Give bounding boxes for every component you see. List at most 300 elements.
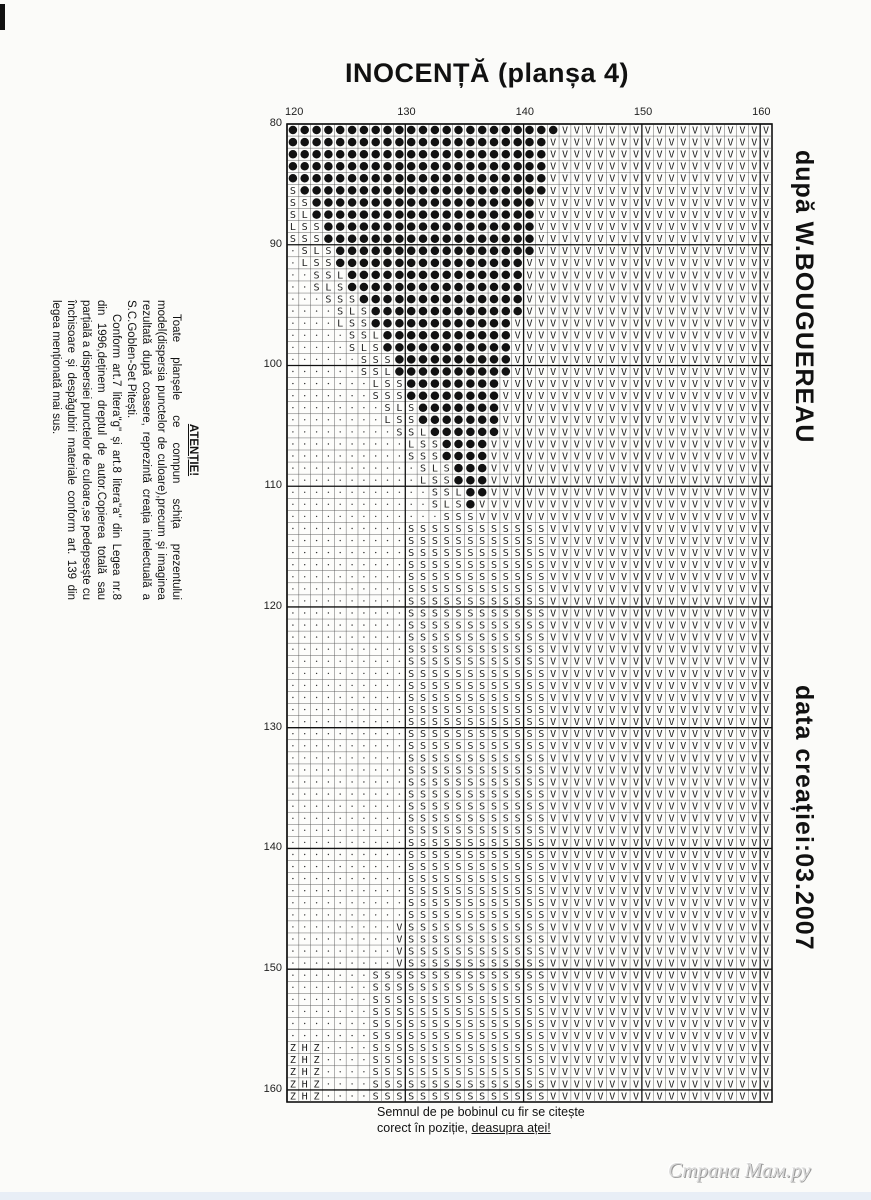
svg-text:V: V [621, 1079, 628, 1091]
svg-text:S: S [502, 1067, 509, 1079]
svg-text:V: V [668, 137, 675, 149]
svg-text:V: V [573, 620, 580, 632]
svg-text:S: S [502, 861, 509, 873]
svg-text:S: S [526, 584, 533, 596]
svg-text:S: S [479, 898, 486, 910]
svg-text:V: V [644, 741, 651, 753]
svg-text:V: V [538, 451, 545, 463]
svg-text:V: V [739, 366, 746, 378]
svg-text:S: S [538, 705, 545, 716]
svg-text:V: V [656, 475, 663, 487]
svg-text:V: V [585, 970, 592, 982]
svg-text:V: V [550, 366, 557, 378]
svg-text:V: V [715, 656, 722, 668]
svg-text:V: V [751, 1043, 758, 1054]
svg-text:V: V [550, 258, 557, 270]
svg-text:S: S [502, 934, 509, 946]
svg-text:V: V [692, 318, 699, 330]
svg-text:H: H [301, 1043, 308, 1054]
svg-text:V: V [739, 753, 746, 765]
svg-text:V: V [739, 391, 746, 402]
svg-text:V: V [561, 125, 569, 137]
svg-text:S: S [479, 1079, 486, 1091]
svg-text:V: V [751, 149, 758, 161]
svg-text:S: S [455, 1079, 462, 1091]
svg-text:V: V [715, 560, 722, 572]
svg-text:S: S [514, 1043, 521, 1054]
svg-text:V: V [763, 548, 770, 559]
svg-text:V: V [680, 270, 687, 282]
svg-text:V: V [644, 560, 651, 572]
svg-text:S: S [419, 1043, 427, 1054]
svg-text:V: V [680, 572, 687, 584]
svg-text:V: V [715, 705, 722, 716]
svg-text:S: S [372, 1079, 379, 1091]
svg-text:V: V [656, 1091, 663, 1103]
svg-text:V: V [692, 717, 699, 728]
svg-text:V: V [703, 608, 710, 620]
svg-text:V: V [656, 149, 663, 161]
svg-text:V: V [597, 535, 604, 547]
svg-text:V: V [763, 354, 770, 366]
svg-text:V: V [585, 415, 592, 427]
svg-text:V: V [680, 717, 687, 728]
svg-text:V: V [727, 717, 734, 728]
svg-text:S: S [431, 1067, 438, 1079]
svg-text:S: S [443, 994, 450, 1006]
svg-text:V: V [692, 185, 699, 197]
svg-text:V: V [751, 861, 758, 873]
svg-text:S: S [419, 861, 427, 873]
svg-text:V: V [573, 970, 580, 982]
svg-text:S: S [502, 994, 509, 1006]
svg-text:V: V [621, 898, 628, 910]
svg-text:V: V [621, 970, 628, 982]
svg-text:V: V [609, 910, 616, 922]
svg-text:V: V [703, 886, 710, 898]
svg-text:V: V [727, 753, 734, 765]
svg-text:V: V [632, 209, 640, 221]
svg-text:V: V [703, 753, 710, 765]
svg-text:V: V [597, 282, 604, 294]
svg-text:S: S [479, 825, 486, 837]
svg-text:S: S [408, 813, 415, 825]
svg-text:S: S [467, 946, 474, 958]
svg-text:V: V [609, 1067, 616, 1079]
svg-text:V: V [585, 487, 592, 499]
svg-text:V: V [550, 149, 557, 161]
svg-text:S: S [490, 548, 498, 559]
svg-text:V: V [680, 330, 687, 342]
svg-text:S: S [408, 644, 415, 656]
svg-text:V: V [739, 849, 746, 861]
svg-text:V: V [656, 161, 663, 173]
svg-text:V: V [680, 632, 687, 644]
svg-text:V: V [751, 318, 758, 330]
svg-text:V: V [561, 874, 569, 885]
svg-text:S: S [514, 994, 521, 1006]
svg-text:V: V [751, 258, 758, 270]
svg-text:V: V [739, 1091, 746, 1103]
svg-text:V: V [597, 801, 604, 813]
svg-text:S: S [431, 825, 438, 837]
svg-text:V: V [751, 487, 758, 499]
svg-text:V: V [715, 596, 722, 608]
svg-text:V: V [668, 584, 675, 596]
svg-text:V: V [632, 475, 640, 487]
svg-text:V: V [656, 234, 663, 246]
svg-text:S: S [538, 680, 545, 692]
svg-text:S: S [419, 994, 427, 1006]
svg-text:V: V [715, 934, 722, 946]
svg-text:V: V [656, 934, 663, 946]
svg-text:V: V [656, 584, 663, 596]
svg-text:V: V [668, 644, 675, 656]
svg-text:V: V [739, 222, 746, 233]
svg-text:S: S [538, 970, 545, 982]
svg-text:V: V [632, 403, 640, 415]
svg-text:V: V [644, 475, 651, 487]
svg-text:V: V [739, 958, 746, 970]
svg-text:V: V [763, 729, 770, 741]
svg-text:S: S [431, 753, 438, 765]
svg-text:V: V [703, 958, 710, 970]
svg-text:V: V [715, 173, 722, 185]
svg-text:V: V [692, 1043, 699, 1054]
svg-text:S: S [526, 632, 533, 644]
svg-text:V: V [502, 427, 509, 439]
svg-text:V: V [502, 391, 509, 402]
svg-text:V: V [632, 523, 640, 535]
svg-text:V: V [597, 149, 604, 161]
svg-text:V: V [644, 801, 651, 813]
svg-text:V: V [632, 765, 640, 777]
svg-text:S: S [538, 777, 545, 789]
svg-text:S: S [419, 523, 427, 535]
svg-text:V: V [727, 584, 734, 596]
svg-text:V: V [526, 391, 533, 402]
svg-text:V: V [550, 644, 557, 656]
svg-text:V: V [668, 668, 675, 680]
svg-text:S: S [431, 439, 438, 451]
svg-text:S: S [538, 560, 545, 572]
svg-text:L: L [349, 306, 356, 318]
svg-text:S: S [514, 922, 521, 934]
svg-text:V: V [656, 946, 663, 958]
svg-text:V: V [573, 1043, 580, 1054]
svg-text:S: S [490, 692, 498, 704]
svg-text:V: V [727, 330, 734, 342]
svg-text:V: V [763, 946, 770, 958]
svg-text:V: V [597, 958, 604, 970]
svg-text:V: V [621, 910, 628, 922]
svg-text:V: V [514, 354, 521, 366]
svg-text:V: V [573, 548, 580, 559]
svg-text:V: V [751, 596, 758, 608]
svg-text:S: S [419, 656, 427, 668]
svg-text:V: V [514, 511, 521, 523]
svg-text:S: S [408, 572, 415, 584]
svg-text:V: V [585, 209, 592, 221]
svg-text:V: V [621, 777, 628, 789]
creation-date-line: data creației:03.2007 [790, 685, 818, 951]
svg-text:V: V [573, 825, 580, 837]
svg-text:V: V [692, 608, 699, 620]
svg-text:V: V [632, 898, 640, 910]
svg-text:V: V [561, 294, 569, 306]
svg-text:V: V [621, 379, 628, 390]
svg-text:S: S [408, 765, 415, 777]
svg-text:V: V [763, 161, 770, 173]
svg-text:V: V [656, 644, 663, 656]
svg-text:V: V [692, 294, 699, 306]
svg-text:V: V [715, 1043, 722, 1054]
svg-text:V: V [703, 1079, 710, 1091]
svg-text:V: V [715, 584, 722, 596]
svg-text:V: V [526, 403, 533, 415]
svg-text:S: S [455, 705, 462, 716]
svg-text:S: S [538, 922, 545, 934]
svg-text:V: V [609, 379, 616, 390]
svg-text:V: V [609, 354, 616, 366]
svg-text:V: V [573, 898, 580, 910]
svg-text:V: V [632, 970, 640, 982]
svg-text:V: V [715, 1091, 722, 1103]
svg-text:V: V [715, 137, 722, 149]
svg-text:L: L [337, 270, 344, 282]
svg-text:V: V [727, 246, 734, 258]
svg-text:S: S [443, 644, 450, 656]
svg-text:S: S [538, 753, 545, 765]
svg-text:V: V [703, 656, 710, 668]
svg-text:V: V [561, 886, 569, 898]
svg-text:V: V [751, 222, 758, 233]
svg-text:S: S [431, 813, 438, 825]
svg-text:V: V [727, 910, 734, 922]
svg-text:V: V [715, 161, 722, 173]
svg-text:S: S [514, 523, 521, 535]
svg-text:V: V [739, 692, 746, 704]
svg-text:V: V [573, 644, 580, 656]
svg-text:V: V [621, 753, 628, 765]
svg-text:V: V [632, 741, 640, 753]
svg-text:V: V [668, 535, 675, 547]
svg-text:V: V [632, 306, 640, 318]
svg-text:V: V [703, 391, 710, 402]
svg-text:V: V [703, 837, 710, 849]
svg-text:S: S [467, 837, 474, 849]
svg-text:V: V [763, 1006, 770, 1018]
svg-text:V: V [656, 692, 663, 704]
svg-text:V: V [739, 197, 746, 209]
svg-text:V: V [644, 511, 651, 523]
svg-text:V: V [668, 898, 675, 910]
svg-text:V: V [550, 560, 557, 572]
svg-text:V: V [644, 1091, 651, 1103]
svg-text:V: V [703, 729, 710, 741]
svg-text:V: V [632, 548, 640, 559]
svg-text:S: S [313, 222, 320, 233]
svg-text:V: V [751, 1091, 758, 1103]
svg-text:S: S [502, 765, 509, 777]
svg-text:V: V [751, 572, 758, 584]
svg-text:V: V [644, 608, 651, 620]
svg-text:S: S [479, 680, 486, 692]
svg-text:V: V [573, 403, 580, 415]
svg-text:S: S [384, 1031, 391, 1042]
svg-text:S: S [514, 620, 521, 632]
svg-text:V: V [621, 511, 628, 523]
svg-text:S: S [455, 1006, 462, 1018]
svg-text:V: V [644, 294, 651, 306]
svg-text:V: V [597, 644, 604, 656]
note-line-2-emphasis: deasupra aței! [471, 1121, 551, 1135]
svg-text:V: V [632, 354, 640, 366]
svg-text:V: V [763, 705, 770, 716]
svg-text:V: V [668, 246, 675, 258]
svg-text:V: V [632, 173, 640, 185]
svg-text:S: S [360, 318, 367, 330]
svg-text:V: V [585, 946, 592, 958]
svg-text:V: V [668, 717, 675, 728]
svg-text:V: V [644, 137, 651, 149]
svg-text:V: V [561, 499, 569, 511]
svg-text:V: V [597, 511, 604, 523]
svg-text:V: V [609, 717, 616, 728]
svg-text:V: V [597, 427, 604, 439]
svg-text:V: V [550, 994, 557, 1006]
svg-text:V: V [644, 656, 651, 668]
svg-text:V: V [703, 777, 710, 789]
svg-text:V: V [632, 258, 640, 270]
svg-text:V: V [597, 741, 604, 753]
svg-text:S: S [431, 777, 438, 789]
svg-text:V: V [609, 801, 616, 813]
svg-text:V: V [680, 475, 687, 487]
svg-text:V: V [763, 910, 770, 922]
svg-text:S: S [490, 886, 498, 898]
svg-text:S: S [490, 668, 498, 680]
svg-text:V: V [597, 668, 604, 680]
svg-text:V: V [490, 499, 498, 511]
svg-text:V: V [526, 415, 533, 427]
svg-text:V: V [550, 487, 557, 499]
svg-text:V: V [751, 886, 758, 898]
svg-text:V: V [668, 427, 675, 439]
svg-text:S: S [408, 668, 415, 680]
svg-text:S: S [514, 656, 521, 668]
svg-text:S: S [502, 801, 509, 813]
svg-text:V: V [644, 729, 651, 741]
svg-text:V: V [585, 185, 592, 197]
svg-text:S: S [443, 825, 450, 837]
svg-text:S: S [408, 849, 415, 861]
svg-text:V: V [609, 523, 616, 535]
svg-text:V: V [632, 717, 640, 728]
svg-text:V: V [715, 741, 722, 753]
svg-text:V: V [609, 596, 616, 608]
svg-text:V: V [656, 487, 663, 499]
svg-text:L: L [372, 379, 379, 390]
svg-text:V: V [597, 584, 604, 596]
svg-text:S: S [514, 958, 521, 970]
svg-text:S: S [337, 294, 344, 306]
svg-text:S: S [490, 1091, 498, 1103]
svg-text:V: V [715, 294, 722, 306]
svg-text:V: V [632, 282, 640, 294]
svg-text:S: S [431, 958, 438, 970]
svg-text:S: S [514, 692, 521, 704]
svg-text:V: V [561, 306, 569, 318]
svg-text:V: V [703, 258, 710, 270]
svg-text:V: V [727, 994, 734, 1006]
svg-text:V: V [573, 1018, 580, 1030]
svg-text:V: V [727, 849, 734, 861]
svg-text:S: S [443, 1091, 450, 1103]
svg-text:V: V [585, 342, 592, 354]
svg-text:V: V [550, 729, 557, 741]
svg-text:V: V [668, 741, 675, 753]
svg-text:V: V [668, 234, 675, 246]
svg-text:V: V [739, 813, 746, 825]
svg-text:V: V [763, 874, 770, 885]
svg-text:S: S [443, 922, 450, 934]
svg-text:S: S [514, 934, 521, 946]
svg-text:V: V [632, 849, 640, 861]
svg-text:S: S [502, 741, 509, 753]
svg-text:V: V [632, 934, 640, 946]
svg-text:V: V [561, 753, 569, 765]
svg-text:V: V [585, 439, 592, 451]
svg-text:V: V [680, 837, 687, 849]
svg-text:V: V [585, 258, 592, 270]
svg-text:S: S [455, 970, 462, 982]
svg-text:V: V [585, 306, 592, 318]
svg-text:V: V [668, 282, 675, 294]
svg-text:V: V [656, 197, 663, 209]
svg-text:V: V [668, 692, 675, 704]
svg-text:V: V [514, 379, 521, 390]
svg-text:V: V [585, 741, 592, 753]
svg-text:V: V [751, 451, 758, 463]
svg-text:V: V [656, 837, 663, 849]
svg-text:S: S [431, 994, 438, 1006]
svg-text:S: S [479, 644, 486, 656]
svg-text:S: S [479, 886, 486, 898]
svg-text:V: V [550, 318, 557, 330]
svg-text:V: V [621, 439, 628, 451]
svg-text:V: V [621, 548, 628, 559]
svg-text:S: S [526, 1043, 533, 1054]
svg-text:S: S [526, 548, 533, 559]
svg-text:V: V [644, 837, 651, 849]
svg-text:S: S [514, 608, 521, 620]
svg-text:V: V [680, 656, 687, 668]
svg-text:V: V [632, 487, 640, 499]
svg-text:V: V [668, 680, 675, 692]
svg-text:V: V [573, 463, 580, 475]
svg-text:V: V [561, 366, 569, 378]
svg-text:V: V [585, 535, 592, 547]
svg-text:V: V [703, 463, 710, 475]
svg-text:S: S [538, 620, 545, 632]
svg-text:V: V [632, 197, 640, 209]
svg-text:S: S [514, 1091, 521, 1103]
svg-text:V: V [573, 234, 580, 246]
svg-text:V: V [703, 1043, 710, 1054]
svg-text:V: V [751, 656, 758, 668]
svg-text:V: V [597, 487, 604, 499]
